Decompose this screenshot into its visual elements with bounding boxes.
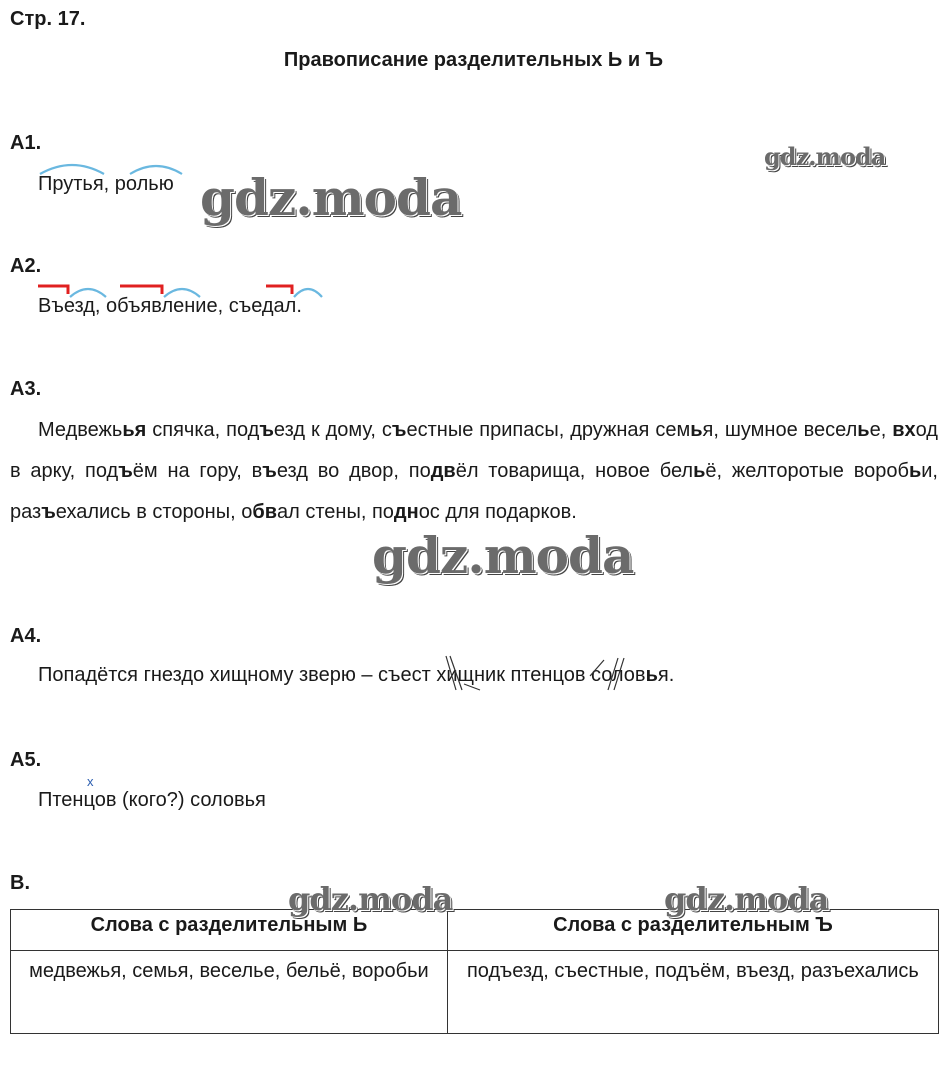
watermark: gdz.moda <box>372 526 634 585</box>
text-segment: Медвежь <box>38 419 123 441</box>
page-title: Правописание разделительных Ь и Ъ <box>283 49 664 71</box>
words-table <box>10 909 939 1034</box>
text-segment: ос для подарков. <box>418 501 577 523</box>
highlighted-letters: ъ <box>391 419 407 441</box>
text-segment: ё, желторотые вороб <box>705 460 909 482</box>
highlighted-letters: ья <box>122 419 147 441</box>
text-segment: ехались в стороны, о <box>55 501 253 523</box>
text-segment: ал стены, по <box>277 501 394 523</box>
highlighted-letters: ъ <box>259 419 274 441</box>
task-a3-label: А3. <box>10 378 42 400</box>
text-segment: ёл товарища, новое бел <box>455 460 694 482</box>
watermark: gdz.moda <box>200 168 462 227</box>
highlighted-letters: ъ <box>41 501 56 523</box>
text-segment: я. <box>657 664 675 686</box>
watermark: gdz.moda <box>288 880 453 918</box>
text-segment: естные припасы, дружная сем <box>406 419 691 441</box>
stroke-1 <box>446 656 462 690</box>
highlighted-letters: ь <box>693 460 706 482</box>
highlighted-letters: дн <box>393 501 419 523</box>
case-mark: x <box>87 774 94 789</box>
stroke-3 <box>608 658 624 690</box>
highlighted-letters: ь <box>908 460 922 482</box>
task-b-label: В. <box>10 872 30 894</box>
text-segment: я, шумное весел <box>702 419 858 441</box>
highlighted-letters: ъ <box>118 460 133 482</box>
task-a1-answer: Прутья, ролью <box>38 173 174 195</box>
text-segment: е, <box>869 419 893 441</box>
text-segment: Попадётся гнездо хищному зверю – съест хищник птенцов солов <box>38 664 646 686</box>
watermark: gdz.moda <box>764 142 886 171</box>
stroke-4 <box>590 660 604 676</box>
table-header-soft-sign: Слова с разделительным Ь <box>11 910 448 951</box>
table-row <box>11 951 939 1034</box>
task-a4-label: А4. <box>10 625 42 647</box>
highlighted-letters: вх <box>892 419 916 441</box>
watermark: gdz.moda <box>664 880 829 918</box>
text-segment: спячка, под <box>146 419 260 441</box>
syntax-strokes-a4 <box>440 654 640 694</box>
table-header-hard-sign: Слова с разделительным Ъ <box>447 910 938 951</box>
task-a2-label: А2. <box>10 255 42 277</box>
prefix-mark-1 <box>38 286 68 294</box>
task-a2-answer: Въезд, объявление, съедал. <box>38 295 302 317</box>
stroke-2 <box>464 684 480 690</box>
highlighted-letters: ъ <box>262 460 277 482</box>
text-segment: ём на гору, в <box>132 460 263 482</box>
highlighted-letters: ь <box>857 419 870 441</box>
text-segment: езд к дому, с <box>273 419 392 441</box>
table-header-row <box>11 910 939 951</box>
task-a3-answer <box>10 410 938 533</box>
task-a5-label: А5. <box>10 749 42 771</box>
prefix-mark-3 <box>266 286 292 294</box>
prefix-mark-2 <box>120 286 162 294</box>
highlighted-letters: бв <box>252 501 277 523</box>
task-a5-answer: Птенцов (кого?) соловья <box>38 789 266 811</box>
text-segment: езд во двор, по <box>276 460 431 482</box>
highlighted-letters: дв <box>430 460 456 482</box>
highlighted-letters: ь <box>690 419 703 441</box>
highlighted-letters: ь <box>645 664 658 686</box>
text-segment: од в арку, под <box>10 419 938 482</box>
table-cell-hard-sign-words: подъезд, съестные, подъём, въезд, разъехались <box>447 951 938 1034</box>
table-cell-soft-sign-words: медвежья, семья, веселье, бельё, воробьи <box>11 951 448 1034</box>
page-number: Стр. 17. <box>10 8 86 30</box>
text-segment: и, раз <box>10 460 938 523</box>
task-a1-label: А1. <box>10 132 42 154</box>
